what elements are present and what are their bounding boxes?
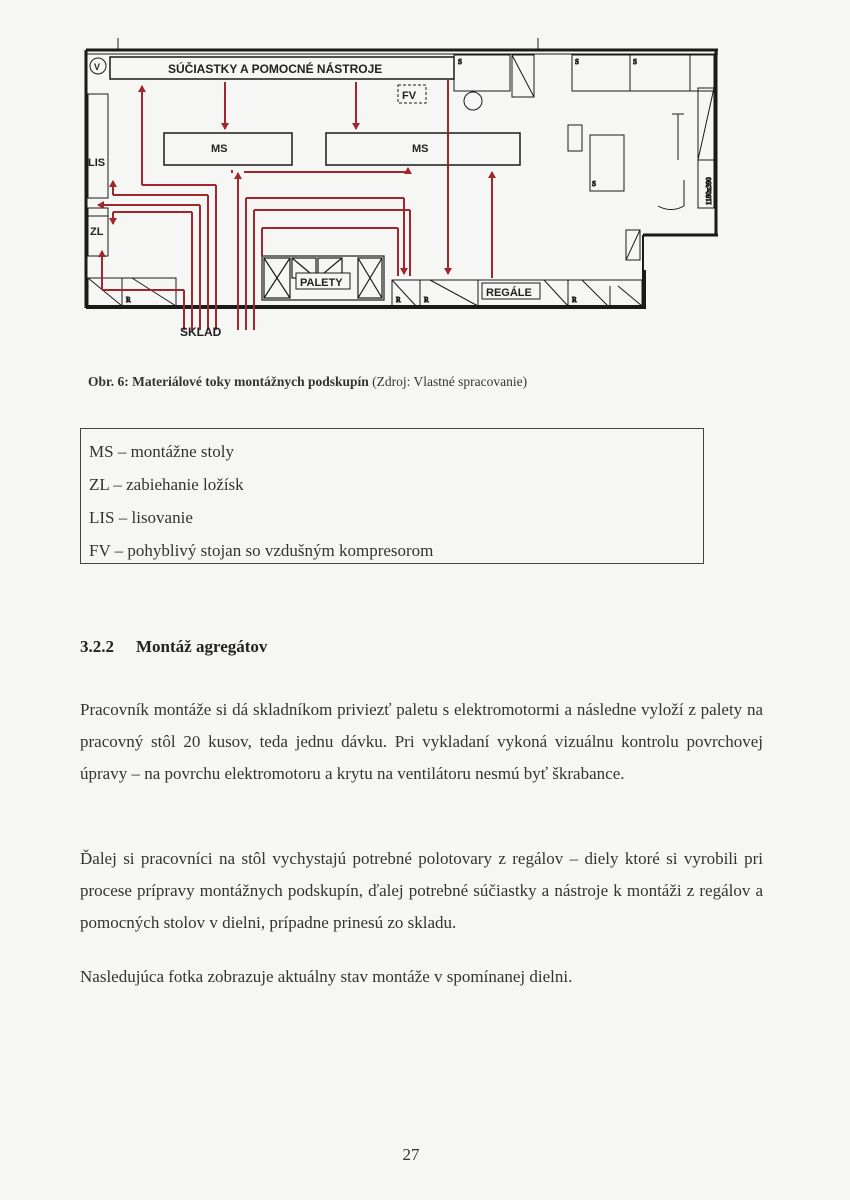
ms-table-left [164,133,292,165]
zl-label: ZL [90,226,104,238]
svg-text:R: R [424,296,429,304]
svg-text:S: S [633,58,637,66]
fv-label: FV [402,90,417,102]
parts-tools-label: SÚČIASTKY A POMOCNÉ NÁSTROJE [168,62,383,76]
svg-text:R: R [396,296,401,304]
svg-text:S: S [592,180,596,188]
ms-right-label: MS [412,143,429,155]
legend-item: FV – pohyblivý stojan so vzdušným kompresorom [89,541,434,560]
legend-item: ZL – zabiehanie ložísk [89,475,244,494]
section-number: 3.2.2 [80,637,114,656]
legend-box [80,428,704,564]
lis-label: LIS [88,157,106,169]
regale-label: REGÁLE [486,287,532,299]
figure-caption [88,374,788,390]
sklad-label: SKLAD [180,325,222,339]
floor-plan-svg [78,30,738,350]
svg-text:R: R [126,296,131,304]
page-number: 27 [402,1145,420,1164]
section-title: Montáž agregátov [136,637,268,656]
legend-item: LIS – lisovanie [89,508,193,527]
caption-title: Obr. 6: Materiálové toky montážnych podskupín [88,374,369,389]
paragraph: Nasledujúca fotka zobrazuje aktuálny stav montáže v spomínanej dielni. [80,967,573,986]
v-label: V [94,62,101,72]
ms-left-label: MS [211,143,228,155]
svg-text:R: R [572,296,577,304]
paragraph: Pracovník montáže si dá skladníkom priviezť paletu s elektromotormi a následne vyloží z palety na pracovný stôl 20 kusov, teda jednu dávku. Pri vykladaní vykoná vizuálnu kontrolu povrchovej úpravy – na povrchu elektromotoru a krytu na ventilátoru nesmú byť škrabance. [80,700,763,783]
paragraph: Ďalej si pracovníci na stôl vychystajú potrebné polotovary z regálov – diely ktoré si vyrobili pri procese prípravy montážnych podskupín, ďalej potrebné súčiastky a nástroje k montáži z regálov a pomocných stolov v dielni, prípadne prinesú zo skladu. [80,849,763,932]
floor-plan-diagram [78,30,738,350]
svg-text:S: S [458,58,462,66]
legend-item: MS – montážne stoly [89,442,234,461]
dimension-label: 1180x390 [705,177,713,205]
material-flows [98,80,492,330]
svg-text:S: S [575,58,579,66]
section-heading [80,637,267,657]
caption-source: (Zdroj: Vlastné spracovanie) [372,374,528,389]
palety-label: PALETY [300,277,343,289]
